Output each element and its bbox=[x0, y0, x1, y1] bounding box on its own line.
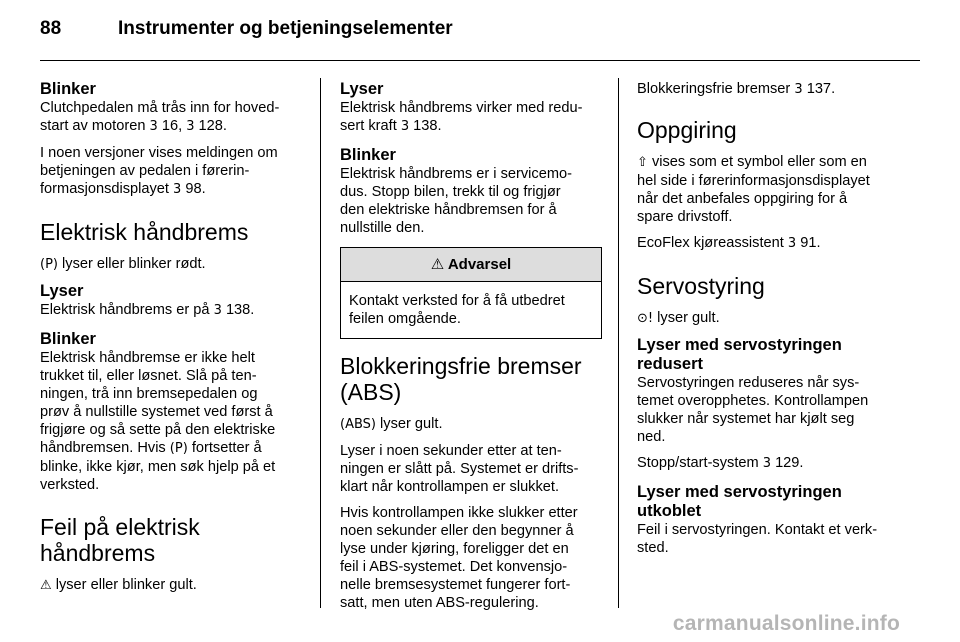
paragraph: Stopp/start-system 3 129. bbox=[637, 455, 804, 471]
column-3 bbox=[637, 80, 899, 567]
column-2 bbox=[340, 80, 602, 620]
paragraph: Elektrisk håndbrems virker med redu- sert kraft 3 138. bbox=[340, 100, 583, 134]
page-ref-arrow-icon: 3 bbox=[794, 82, 803, 97]
warning-icon: ⚠ bbox=[430, 256, 445, 273]
brake-fault-icon: ⚠ bbox=[40, 578, 52, 593]
paragraph: (P) lyser eller blinker rødt. bbox=[40, 256, 206, 272]
warning-box bbox=[340, 247, 602, 339]
section-heading: Servostyring bbox=[637, 273, 765, 299]
page-number: 88 bbox=[40, 18, 62, 39]
subheading: Lyser bbox=[340, 80, 384, 98]
parking-brake-icon: (P) bbox=[40, 257, 58, 272]
warning-body bbox=[341, 282, 601, 338]
page-header bbox=[40, 18, 453, 48]
section-servo-reduced bbox=[637, 336, 899, 473]
running-title: Instrumenter og betjeningselementer bbox=[118, 18, 453, 39]
paragraph: Servostyringen reduseres når sys- temet overopphetes. Kontrollampen slukker når systemet har kjølt seg ned. bbox=[637, 375, 869, 445]
column-divider bbox=[618, 78, 619, 608]
section-blinker bbox=[40, 80, 302, 199]
paragraph: EcoFlex kjøreassistent 3 91. bbox=[637, 235, 821, 251]
abs-icon: (ABS) bbox=[340, 417, 376, 432]
paragraph: Feil i servostyringen. Kontakt et verk- sted. bbox=[637, 522, 878, 556]
header-rule bbox=[40, 60, 920, 61]
paragraph: Blokkeringsfrie bremser 3 137. bbox=[637, 81, 836, 97]
section-heading: Blokkeringsfrie bremser (ABS) bbox=[340, 353, 582, 405]
page-ref-arrow-icon: 3 bbox=[149, 119, 158, 134]
subheading: Blinker bbox=[340, 146, 396, 164]
page-ref[interactable]: 128 bbox=[198, 118, 223, 134]
paragraph: Clutchpedalen må trås inn for hoved- start av motoren 3 16, 3 128. bbox=[40, 100, 280, 134]
page-ref-arrow-icon: 3 bbox=[400, 119, 410, 134]
page-ref[interactable]: 129 bbox=[775, 455, 800, 471]
page-ref[interactable]: 98 bbox=[185, 181, 202, 197]
page-ref[interactable]: 138 bbox=[225, 302, 251, 318]
subheading: Lyser med servostyringen redusert bbox=[637, 336, 842, 373]
paragraph: Kontakt verksted for å få utbedret feilen omgående. bbox=[349, 293, 565, 327]
paragraph: Elektrisk håndbrems er i servicemo- dus. Stopp bilen, trekk til og frigjør den elektriske håndbremsen for å nullstille den. bbox=[340, 166, 572, 236]
subheading: Blinker bbox=[40, 80, 96, 98]
section-servo-disabled bbox=[637, 483, 899, 557]
section-blinker-2 bbox=[40, 330, 302, 494]
paragraph: ⊙! lyser gult. bbox=[637, 310, 720, 326]
paragraph: Lyser i noen sekunder etter at ten- ningen er slått på. Systemet er drifts- klart når kontrollampen er slukket. bbox=[340, 443, 579, 495]
column-1 bbox=[40, 80, 302, 603]
section-heading: Oppgiring bbox=[637, 117, 737, 143]
page-ref[interactable]: 137 bbox=[806, 81, 832, 97]
section-heading: Elektrisk håndbrems bbox=[40, 219, 249, 245]
paragraph: I noen versjoner vises meldingen om betjeningen av pedalen i førerin- formasjonsdisplayet 3 98. bbox=[40, 145, 278, 197]
paragraph: Elektrisk håndbremse er ikke helt trukket til, eller løsnet. Slå på ten- ningen, trå inn bremsepedalen og prøv å nullstille systemet ved først å frigjøre og så sette på den elektriske håndbremsen. Hvis (P) fortsetter å blinke, ikke kjør, men søk hjelp på et verksted. bbox=[40, 350, 276, 493]
upshift-icon: ⇧ bbox=[637, 155, 648, 170]
section-heading: Feil på elektrisk håndbrems bbox=[40, 514, 200, 566]
page-ref-arrow-icon: 3 bbox=[213, 303, 222, 318]
paragraph: ⇧ vises som et symbol eller som en hel side i førerinformasjonsdisplayet når det anbefales oppgiring for å spare drivstoff. bbox=[637, 154, 870, 225]
watermark: carmanualsonline.info bbox=[672, 612, 900, 635]
section-blinker bbox=[340, 146, 602, 237]
page-ref-arrow-icon: 3 bbox=[787, 236, 797, 251]
subheading: Blinker bbox=[40, 330, 96, 348]
column-divider bbox=[320, 78, 321, 608]
page-ref[interactable]: 91 bbox=[800, 235, 817, 251]
page-ref-arrow-icon: 3 bbox=[762, 456, 771, 471]
subheading: Lyser bbox=[40, 282, 84, 300]
paragraph: ⚠ lyser eller blinker gult. bbox=[40, 577, 197, 593]
page-ref[interactable]: 16 bbox=[161, 118, 179, 134]
parking-brake-icon: (P) bbox=[169, 441, 188, 456]
warning-header: ⚠ Advarsel bbox=[341, 248, 601, 282]
paragraph: Elektrisk håndbrems er på 3 138. bbox=[40, 302, 255, 318]
section-lyser bbox=[40, 282, 302, 320]
power-steering-icon: ⊙! bbox=[637, 311, 654, 326]
page-ref-arrow-icon: 3 bbox=[173, 182, 182, 197]
subheading: Lyser med servostyringen utkoblet bbox=[637, 483, 842, 520]
page-ref[interactable]: 138 bbox=[413, 118, 438, 134]
page-ref-arrow-icon: 3 bbox=[186, 119, 195, 134]
paragraph: Hvis kontrollampen ikke slukker etter noen sekunder eller den begynner å lyse under kjøring, foreligger det en feil i ABS-systemet. Det konvensjo- nelle bremsesystemet fungerer fort- satt, men uten ABS-regulering. bbox=[340, 505, 578, 611]
section-lyser bbox=[340, 80, 602, 136]
paragraph: (ABS) lyser gult. bbox=[340, 416, 443, 432]
